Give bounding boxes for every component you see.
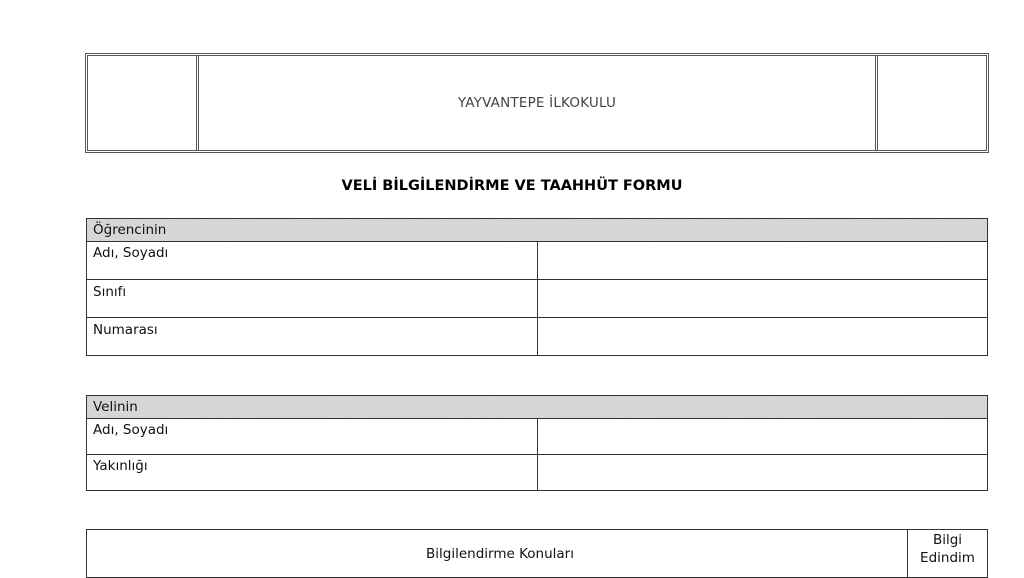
parent-name-field[interactable] [537,419,988,455]
student-number-field[interactable] [537,318,988,356]
student-name-label: Adı, Soyadı [87,242,538,280]
header-right-cell [875,56,986,150]
student-table-heading: Öğrencinin [87,219,988,242]
acknowledged-header-line2: Edindim [920,550,975,566]
acknowledged-header-line1: Bilgi [932,532,963,548]
parent-relation-label: Yakınlığı [87,455,538,491]
parent-info-table [86,395,988,491]
student-class-label: Sınıfı [87,280,538,318]
form-title: VELİ BİLGİLENDİRME VE TAAHHÜT FORMU [341,178,683,194]
student-number-label: Numarası [87,318,538,356]
student-class-field[interactable] [537,280,988,318]
student-name-field[interactable] [537,242,988,280]
school-header-box [85,53,989,153]
parent-name-label: Adı, Soyadı [87,419,538,455]
acknowledged-header [908,530,988,578]
student-info-table [86,218,988,356]
school-name: YAYVANTEPE İLKOKULU [457,95,617,111]
topics-table [86,529,988,578]
parent-relation-field[interactable] [537,455,988,491]
parent-table-heading: Velinin [87,396,988,419]
topics-subject-header: Bilgilendirme Konuları [87,530,908,578]
header-left-cell [88,56,199,150]
